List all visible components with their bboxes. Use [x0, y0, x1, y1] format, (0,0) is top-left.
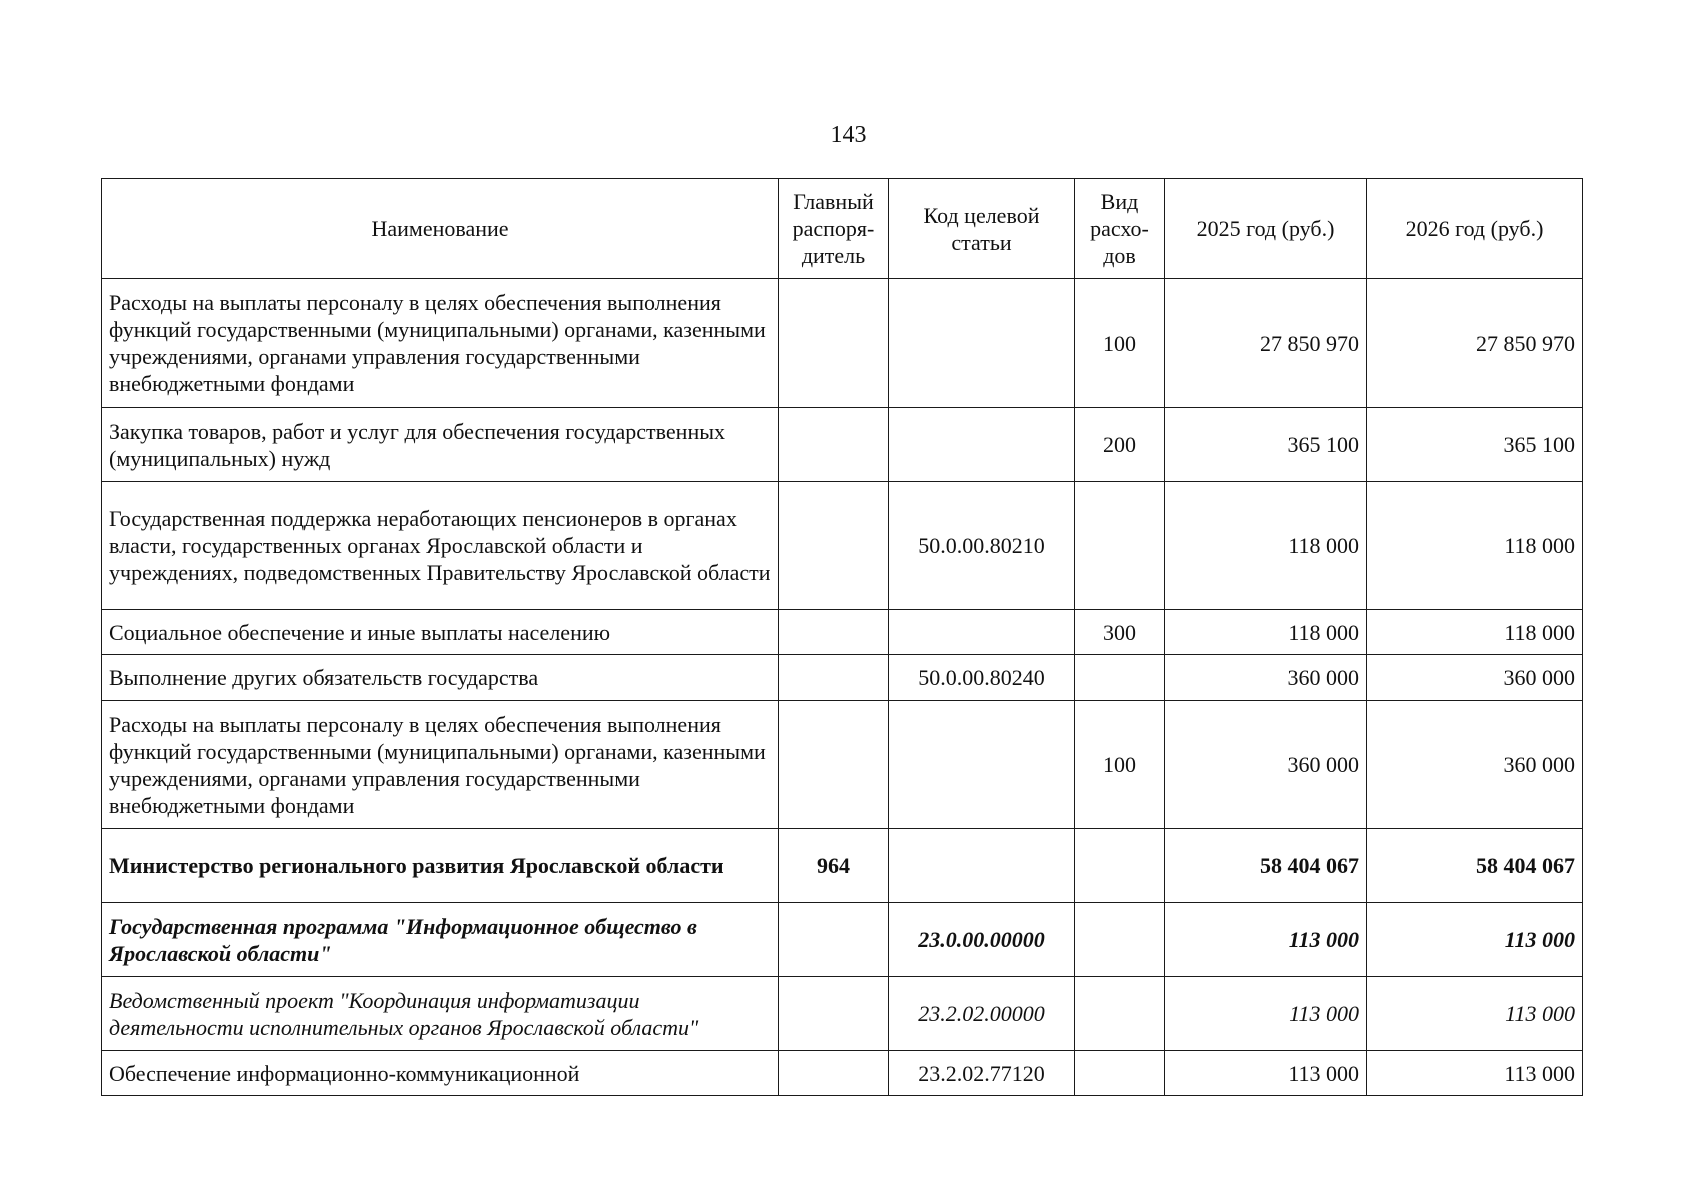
cell-administrator	[779, 701, 889, 829]
cell-name: Расходы на выплаты персоналу в целях обеспечения выполнения функций государственными (муниципальными) органами, казенными учреждениями, органами управления государственными внебюджетными фондами	[102, 701, 779, 829]
cell-year-2026: 113 000	[1367, 903, 1583, 977]
cell-administrator	[779, 610, 889, 655]
page-number: 143	[830, 122, 867, 148]
cell-target-code: 23.2.02.77120	[889, 1051, 1075, 1096]
cell-year-2025: 118 000	[1165, 482, 1367, 610]
header-target-code: Код целевой статьи	[889, 179, 1075, 279]
cell-target-code	[889, 610, 1075, 655]
cell-expense-type	[1075, 977, 1165, 1051]
cell-administrator	[779, 408, 889, 482]
cell-name: Социальное обеспечение и иные выплаты населению	[102, 610, 779, 655]
cell-expense-type: 200	[1075, 408, 1165, 482]
cell-year-2026: 113 000	[1367, 977, 1583, 1051]
table-row	[102, 1051, 1583, 1096]
cell-year-2025: 58 404 067	[1165, 829, 1367, 903]
cell-year-2026: 58 404 067	[1367, 829, 1583, 903]
cell-name: Государственная поддержка неработающих пенсионеров в органах власти, государственных органах Ярославской области и учреждениях, подведомственных Правительству Ярославской области	[102, 482, 779, 610]
cell-administrator: 964	[779, 829, 889, 903]
cell-expense-type: 100	[1075, 279, 1165, 408]
cell-expense-type: 300	[1075, 610, 1165, 655]
budget-table	[101, 178, 1583, 1096]
cell-year-2025: 365 100	[1165, 408, 1367, 482]
cell-administrator	[779, 482, 889, 610]
table-row	[102, 701, 1583, 829]
cell-target-code	[889, 829, 1075, 903]
cell-year-2025: 113 000	[1165, 977, 1367, 1051]
cell-name: Расходы на выплаты персоналу в целях обеспечения выполнения функций государственными (муниципальными) органами, казенными учреждениями, органами управления государственными внебюджетными фондами	[102, 279, 779, 408]
cell-name: Обеспечение информационно-коммуникационной	[102, 1051, 779, 1096]
header-expense-type: Вид расхо-дов	[1075, 179, 1165, 279]
cell-year-2025: 118 000	[1165, 610, 1367, 655]
cell-target-code: 50.0.00.80240	[889, 655, 1075, 701]
cell-year-2026: 27 850 970	[1367, 279, 1583, 408]
cell-year-2025: 360 000	[1165, 701, 1367, 829]
cell-year-2025: 113 000	[1165, 1051, 1367, 1096]
cell-expense-type	[1075, 1051, 1165, 1096]
cell-expense-type: 100	[1075, 701, 1165, 829]
cell-name: Ведомственный проект "Координация информатизации деятельности исполнительных органов Ярославской области"	[102, 977, 779, 1051]
cell-expense-type	[1075, 903, 1165, 977]
cell-target-code: 23.2.02.00000	[889, 977, 1075, 1051]
table-row	[102, 655, 1583, 701]
cell-administrator	[779, 655, 889, 701]
table-row	[102, 279, 1583, 408]
cell-target-code	[889, 279, 1075, 408]
table-row	[102, 482, 1583, 610]
header-year-2026: 2026 год (руб.)	[1367, 179, 1583, 279]
table-row	[102, 903, 1583, 977]
cell-year-2026: 118 000	[1367, 482, 1583, 610]
cell-target-code	[889, 701, 1075, 829]
cell-expense-type	[1075, 482, 1165, 610]
table-row	[102, 829, 1583, 903]
table-row	[102, 977, 1583, 1051]
cell-expense-type	[1075, 655, 1165, 701]
header-name: Наименование	[102, 179, 779, 279]
cell-year-2025: 360 000	[1165, 655, 1367, 701]
cell-year-2026: 365 100	[1367, 408, 1583, 482]
cell-year-2025: 113 000	[1165, 903, 1367, 977]
table-header-row	[102, 179, 1583, 279]
cell-administrator	[779, 279, 889, 408]
header-year-2025: 2025 год (руб.)	[1165, 179, 1367, 279]
header-administrator: Главный распоря-дитель	[779, 179, 889, 279]
cell-administrator	[779, 977, 889, 1051]
cell-year-2026: 113 000	[1367, 1051, 1583, 1096]
cell-target-code: 23.0.00.00000	[889, 903, 1075, 977]
cell-target-code: 50.0.00.80210	[889, 482, 1075, 610]
cell-administrator	[779, 903, 889, 977]
cell-name: Государственная программа "Информационное общество в Ярославской области"	[102, 903, 779, 977]
cell-administrator	[779, 1051, 889, 1096]
cell-year-2026: 360 000	[1367, 701, 1583, 829]
cell-name: Министерство регионального развития Ярославской области	[102, 829, 779, 903]
cell-year-2026: 360 000	[1367, 655, 1583, 701]
cell-expense-type	[1075, 829, 1165, 903]
table-row	[102, 610, 1583, 655]
cell-target-code	[889, 408, 1075, 482]
cell-year-2025: 27 850 970	[1165, 279, 1367, 408]
cell-name: Закупка товаров, работ и услуг для обеспечения государственных (муниципальных) нужд	[102, 408, 779, 482]
cell-year-2026: 118 000	[1367, 610, 1583, 655]
table-row	[102, 408, 1583, 482]
cell-name: Выполнение других обязательств государства	[102, 655, 779, 701]
